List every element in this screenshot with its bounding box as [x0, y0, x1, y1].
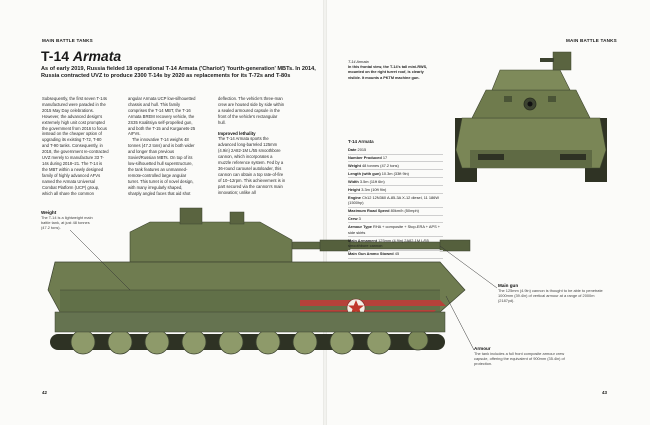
spec-label: Engine	[348, 194, 361, 200]
weight-annotation-title: Weight	[41, 210, 57, 215]
spec-row	[348, 237, 443, 251]
col3-heading: Improved lethality	[218, 130, 256, 136]
spec-label: Length (with gun)	[348, 170, 381, 176]
spec-label: Width	[348, 178, 359, 184]
spec-value: 125mm (4.9in) 2A82-1M L/55 smoothbore cannon	[348, 237, 429, 249]
spec-row	[348, 147, 443, 155]
spec-value: 2015	[357, 147, 367, 153]
spec-label: Number Produced	[348, 155, 382, 161]
article-title	[41, 48, 121, 64]
gun-annotation-text: The 125mm (4.9in) cannon is thought to be able to penetrate 1000mm (39.4in) of vertical armour at a range of 2000m (2187yd).	[498, 288, 603, 303]
spec-label: Height	[348, 186, 361, 192]
body-column-2	[128, 96, 196, 196]
spec-label: Crew	[348, 216, 358, 222]
spec-value: 3.5m (11ft 6in)	[359, 178, 385, 184]
spec-label: Main Gun Ammo Stowed	[348, 251, 394, 257]
spec-row	[348, 178, 443, 186]
armour-annotation	[474, 346, 566, 366]
armour-annotation-text: The tank includes a full front composite armour crew capsule, offering the equivalent of 900mm (35.4in) of protection.	[474, 351, 565, 366]
col1-paragraph: Subsequently, the first seven T-14s manufactured were paraded in the 2015 May Day celebrations. However, the advanced design's extremely high unit cost prompted the government from 2016 to focus instead on the cheaper option of upgrading its existing T-72, T-80 and T-90 tanks. Consequently, in 2018, the government re-contracted UVZ merely to manufacture 33 T-14s during 2018–21. The T-14 is the MBT within a newly designed family of highly advanced AFVs named the Armata Universal Combat Platform (UCP) group, which all share the common	[42, 96, 109, 196]
armour-annotation-title: Armour	[474, 346, 491, 351]
front-caption-title: T-14 Armata	[348, 60, 369, 64]
spec-value: 48 tonnes (47.2 tons)	[362, 163, 399, 169]
spec-row	[348, 170, 443, 178]
main-gun-annotation	[498, 283, 603, 303]
tank-front-view	[455, 52, 607, 182]
spec-value: 10.3m (33ft 9in)	[381, 170, 409, 176]
col2-paragraph-1: angular Armata UCP low-silhouetted chassis and hull. This family comprises the T-14 MBT, the T-16 Armata BREM recovery vehicle, the 2S35 Koalitsiya self-propelled gun, and both the T-15 and Kurganets-25 AIFVs.	[128, 96, 196, 137]
spec-label: Armour Type	[348, 224, 372, 230]
spec-row	[348, 162, 443, 170]
article-lede: As of early 2019, Russia fielded 18 operational T-14 Armata ('Chariot') 'fourth-generation' MBTs. In 2014, Russia contracted UVZ to produce 2300 T-14s by 2020 as replacements for its T-72s and T-80s	[41, 66, 316, 79]
spec-value: Ch12 12N360 A-85-3A X-12 diesel, 11 186W (1500hp)	[348, 194, 440, 206]
running-head-right: MAIN BATTLE TANKS	[566, 38, 617, 43]
spec-row	[348, 194, 443, 208]
col2-paragraph-2: The innovative T-14 weighs 48 tonnes (47.2 tons) and is both wider and longer than previous Soviet/Russian MBTs. On top of its low-silhouetted hull superstructure, the tank features an unmanned-remote-controlled large angular turret. This turret is of novel design, with many irregularly shaped, sharply angled faces that aid shot	[128, 137, 195, 196]
page-number-left: 42	[42, 390, 48, 395]
spec-table	[348, 139, 443, 259]
spec-value: 17	[382, 155, 388, 161]
spec-value: 45	[394, 251, 400, 257]
spec-value: RHA + composite + Stop-ERA + APS + side skirts	[348, 224, 441, 235]
spec-row	[348, 223, 443, 237]
col3-paragraph-2: The T-14 Armata sports the advanced long-barreled 125mm (4.9in) 2A82-1M L/55 smoothbore cannon, which incorporates a muzzle reference system. Fed by a 36-round carousel autoloader, this cannon can obtain a top rate-of-fire of 10–12rpm. This achievement is in part secured via the cannon's main innovation; unlike all	[218, 136, 286, 195]
running-head-left: MAIN BATTLE TANKS	[42, 38, 93, 43]
spec-value: 80km/h (50mph)	[390, 208, 419, 214]
spec-row	[348, 216, 443, 224]
spec-value: 3	[358, 216, 361, 222]
col3-paragraph-1: deflection. The vehicle's three-man crew are housed side by side within a sealed armoured capsule in the front of the vehicle's rectangular hull.	[218, 96, 285, 125]
weight-annotation-text: The T-14 is a lightweight main battle tank, at just 48 tonnes (47.2 tons).	[41, 215, 93, 230]
gun-annotation-title: Main gun	[498, 283, 519, 288]
spec-label: Maximum Road Speed	[348, 208, 390, 214]
spec-row	[348, 208, 443, 216]
armour-leader-line	[446, 296, 474, 350]
spec-label: Main Armament	[348, 237, 378, 243]
spec-table-title: T-14 Armata	[348, 139, 374, 144]
spec-value: 3.3m (10ft 9in)	[361, 186, 387, 192]
body-column-3	[218, 96, 286, 196]
body-column-1	[42, 96, 109, 196]
front-caption-text: In this frontal view, the T-14's tall mini-RWS, mounted on the right turret roof, is clearly visible. It mounts a PKTM machine gun.	[348, 65, 428, 80]
spec-row	[348, 251, 443, 259]
page-number-right: 43	[602, 390, 608, 395]
spec-row	[348, 186, 443, 194]
spec-label: Date	[348, 147, 357, 153]
front-view-caption	[348, 60, 433, 81]
title-italic: Armata	[72, 48, 122, 64]
spec-label: Weight	[348, 163, 361, 169]
spec-row	[348, 155, 443, 163]
title-main: T-14	[41, 48, 70, 64]
weight-annotation	[41, 210, 97, 230]
